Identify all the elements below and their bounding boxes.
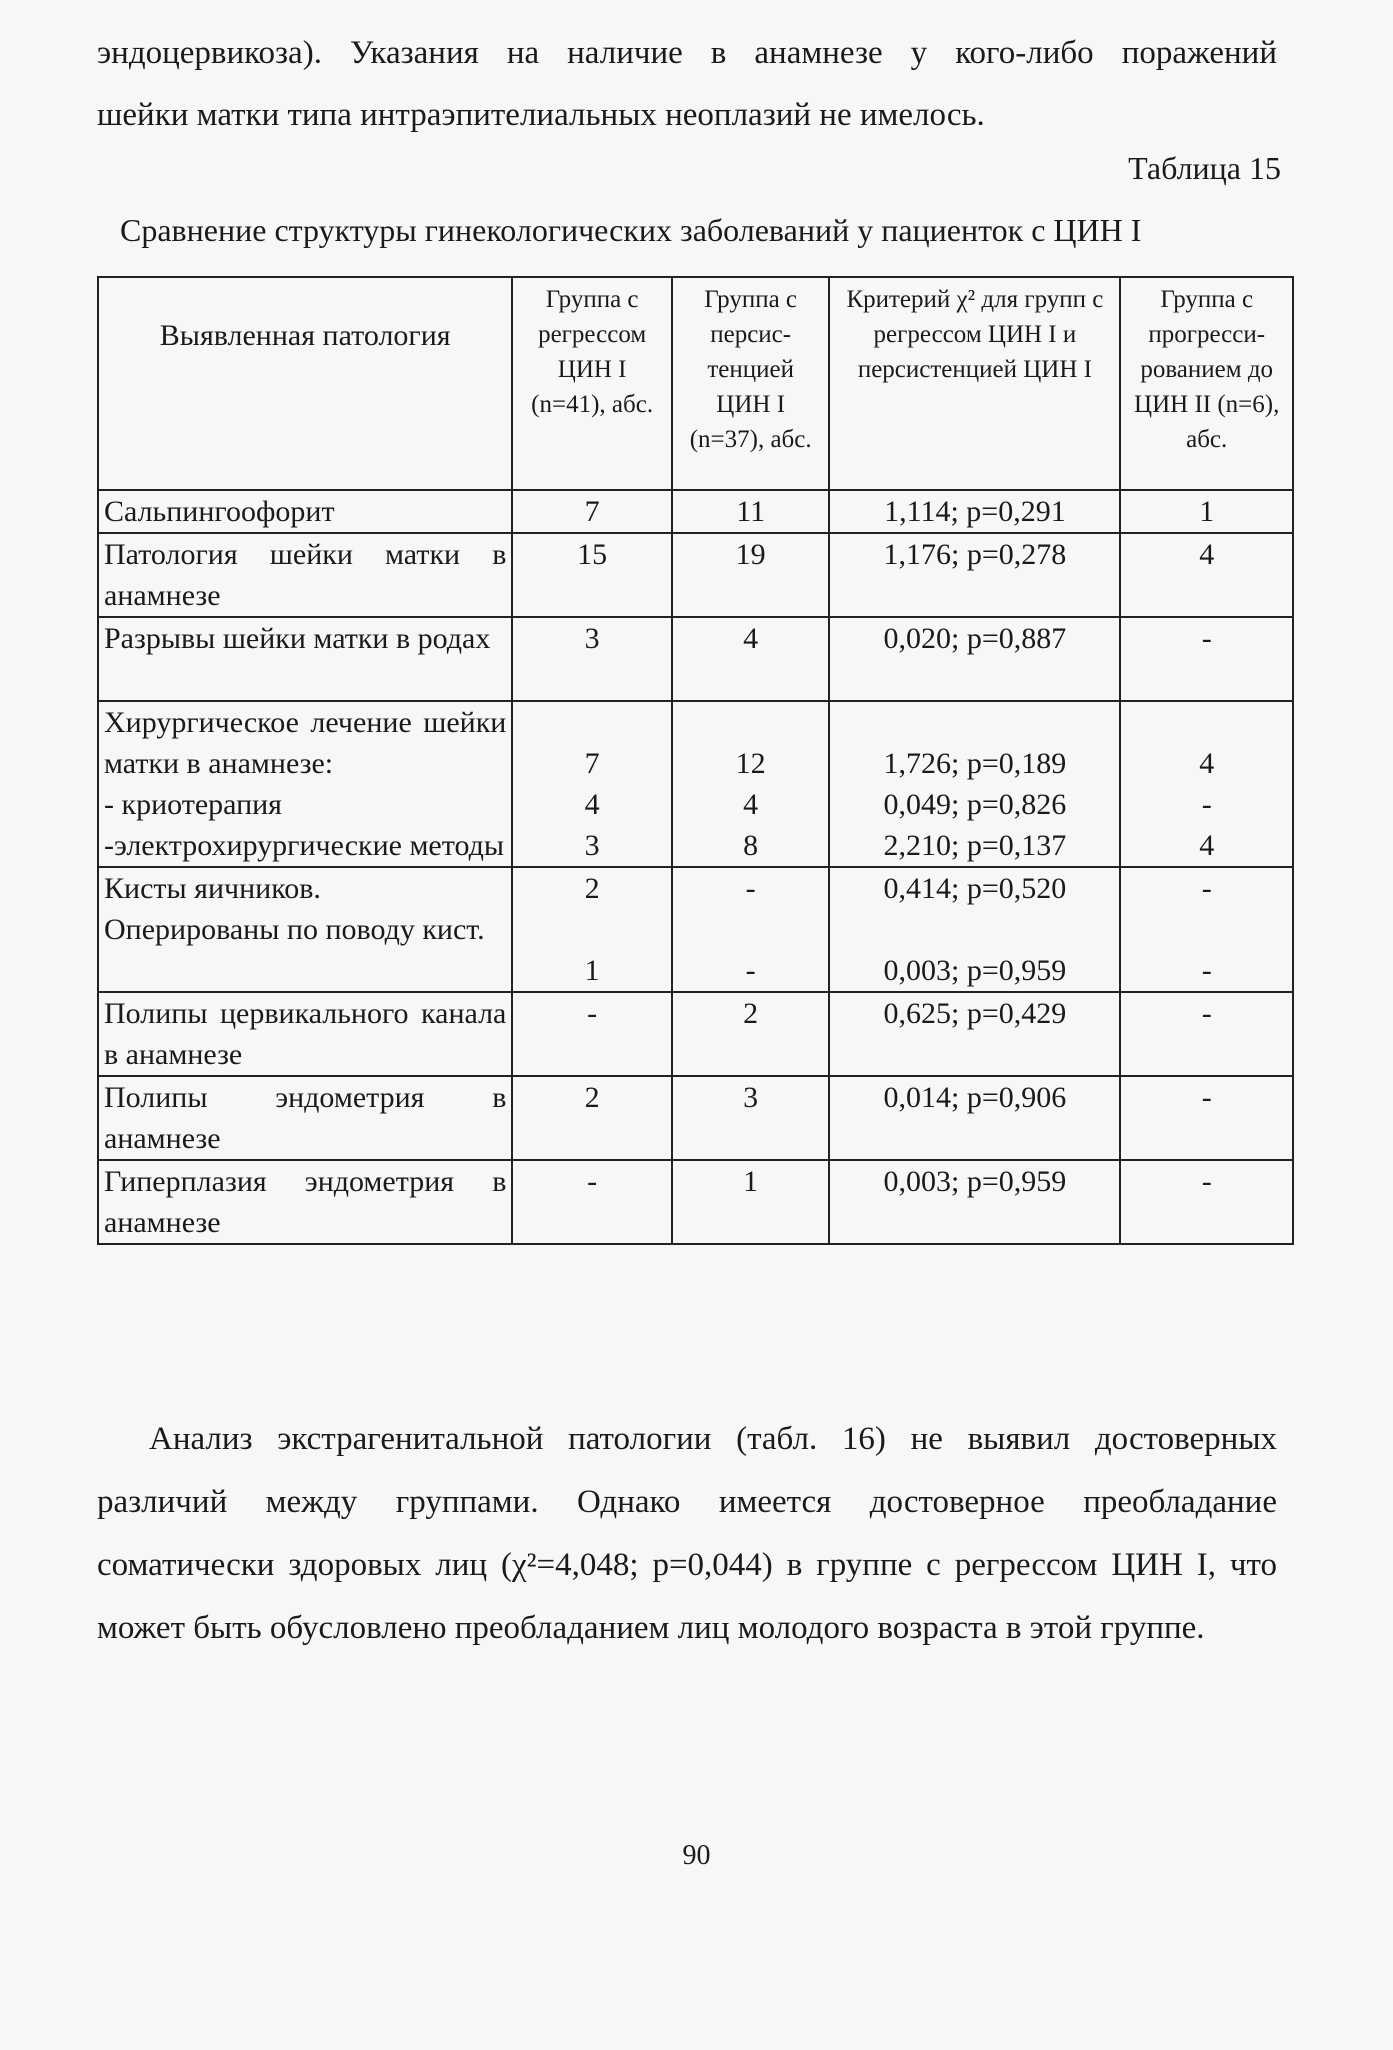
cell-regress: 7 bbox=[512, 490, 672, 533]
value: - bbox=[1201, 788, 1212, 821]
value: 4 bbox=[743, 788, 759, 821]
header-pathology: Выявленная патология bbox=[98, 277, 512, 490]
cell-persist: 2 bbox=[672, 992, 830, 1076]
cell-progress: - bbox=[1120, 992, 1293, 1076]
bottom-paragraph: Анализ экстрагенитальной патологии (табл. 16) не выявил достоверных различий между группами. Однако имеется достоверное преобладание соматически здоровых лиц (χ²=4,048; p=0,044) в группе с регрессом ЦИН I, что может быть обусловлено преобладанием лиц молодого возраста в этой группе. bbox=[97, 1421, 1277, 1646]
value: 0,414; p=0,520 bbox=[883, 872, 1067, 905]
cell-pathology bbox=[98, 701, 512, 867]
table-row bbox=[98, 701, 1293, 867]
cell-progress: - bbox=[1120, 1160, 1293, 1244]
value: 12 bbox=[735, 747, 766, 780]
top-paragraph-line1: эндоцервикоза). Указания на наличие в анамнезе у кого-либо поражений bbox=[97, 35, 1277, 71]
cell-regress bbox=[512, 867, 672, 992]
table-row bbox=[98, 1160, 1293, 1244]
cell-regress bbox=[512, 701, 672, 867]
cell-chi: 0,003; p=0,959 bbox=[829, 1160, 1120, 1244]
header-progress: Группа с прогресси-рованием до ЦИН II (n=6), абс. bbox=[1120, 277, 1293, 490]
cell-progress: 4 bbox=[1120, 533, 1293, 617]
cell-regress: - bbox=[512, 992, 672, 1076]
pathology-main: Кисты яичников. bbox=[104, 872, 321, 905]
table-number: Таблица 15 bbox=[1128, 150, 1281, 186]
cell-progress: 1 bbox=[1120, 490, 1293, 533]
cell-persist: 19 bbox=[672, 533, 830, 617]
cell-persist: 3 bbox=[672, 1076, 830, 1160]
cell-chi: 0,625; p=0,429 bbox=[829, 992, 1120, 1076]
value: - bbox=[1201, 872, 1212, 905]
cell-chi: 1,176; p=0,278 bbox=[829, 533, 1120, 617]
cell-pathology: Полипы цервикального канала в анамнезе bbox=[98, 992, 512, 1076]
value: 4 bbox=[584, 788, 600, 821]
value: - bbox=[745, 954, 756, 987]
cell-pathology bbox=[98, 867, 512, 992]
value: 0,003; p=0,959 bbox=[883, 954, 1067, 987]
cell-regress: 3 bbox=[512, 617, 672, 701]
value: 2,210; p=0,137 bbox=[883, 829, 1067, 862]
value: 8 bbox=[743, 829, 759, 862]
cell-regress: - bbox=[512, 1160, 672, 1244]
value: 3 bbox=[584, 829, 600, 862]
top-paragraph-line2: шейки матки типа интраэпителиальных неоплазий не имелось. bbox=[97, 97, 985, 133]
table-row bbox=[98, 490, 1293, 533]
pathology-sub2: -электрохирургические методы bbox=[104, 829, 505, 862]
value: 0,049; p=0,826 bbox=[883, 788, 1067, 821]
header-persist: Группа с персис-тенцией ЦИН I (n=37), абс. bbox=[672, 277, 830, 490]
header-chi: Критерий χ² для групп с регрессом ЦИН I и персистенцией ЦИН I bbox=[829, 277, 1120, 490]
cell-persist bbox=[672, 867, 830, 992]
top-paragraph bbox=[97, 22, 1277, 146]
value: 2 bbox=[584, 872, 600, 905]
value: 1,726; p=0,189 bbox=[883, 747, 1067, 780]
pathology-sub1: - криотерапия bbox=[104, 788, 282, 821]
value: - bbox=[745, 872, 756, 905]
cell-persist: 11 bbox=[672, 490, 830, 533]
value: 7 bbox=[584, 747, 600, 780]
comparison-table bbox=[97, 276, 1294, 1245]
cell-persist bbox=[672, 701, 830, 867]
table-row bbox=[98, 533, 1293, 617]
table-row bbox=[98, 992, 1293, 1076]
table-row bbox=[98, 1076, 1293, 1160]
cell-chi bbox=[829, 701, 1120, 867]
page-number: 90 bbox=[682, 1840, 711, 1871]
value: 1 bbox=[584, 954, 600, 987]
header-regress: Группа с регрессом ЦИН I (n=41), абс. bbox=[512, 277, 672, 490]
cell-chi: 1,114; p=0,291 bbox=[829, 490, 1120, 533]
cell-persist: 1 bbox=[672, 1160, 830, 1244]
cell-pathology: Гиперплазия эндометрия в анамнезе bbox=[98, 1160, 512, 1244]
value: 4 bbox=[1199, 747, 1215, 780]
table-row bbox=[98, 617, 1293, 701]
table-caption: Сравнение структуры гинекологических заболеваний у пациенток с ЦИН I bbox=[120, 212, 1142, 248]
pathology-main: Хирургическое лечение шейки матки в анамнезе: bbox=[104, 706, 507, 780]
cell-progress bbox=[1120, 867, 1293, 992]
pathology-sub1: Оперированы по поводу кист. bbox=[104, 913, 485, 946]
cell-regress: 15 bbox=[512, 533, 672, 617]
cell-pathology: Патология шейки матки в анамнезе bbox=[98, 533, 512, 617]
table-row bbox=[98, 867, 1293, 992]
cell-pathology: Полипы эндометрия в анамнезе bbox=[98, 1076, 512, 1160]
cell-pathology: Разрывы шейки матки в родах bbox=[98, 617, 512, 701]
cell-progress: - bbox=[1120, 1076, 1293, 1160]
cell-progress bbox=[1120, 701, 1293, 867]
cell-regress: 2 bbox=[512, 1076, 672, 1160]
value: 4 bbox=[1199, 829, 1215, 862]
table-header-row bbox=[98, 277, 1293, 490]
cell-chi bbox=[829, 867, 1120, 992]
cell-progress: - bbox=[1120, 617, 1293, 701]
cell-chi: 0,020; p=0,887 bbox=[829, 617, 1120, 701]
cell-pathology: Сальпингоофорит bbox=[98, 490, 512, 533]
value: - bbox=[1201, 954, 1212, 987]
cell-persist: 4 bbox=[672, 617, 830, 701]
cell-chi: 0,014; p=0,906 bbox=[829, 1076, 1120, 1160]
